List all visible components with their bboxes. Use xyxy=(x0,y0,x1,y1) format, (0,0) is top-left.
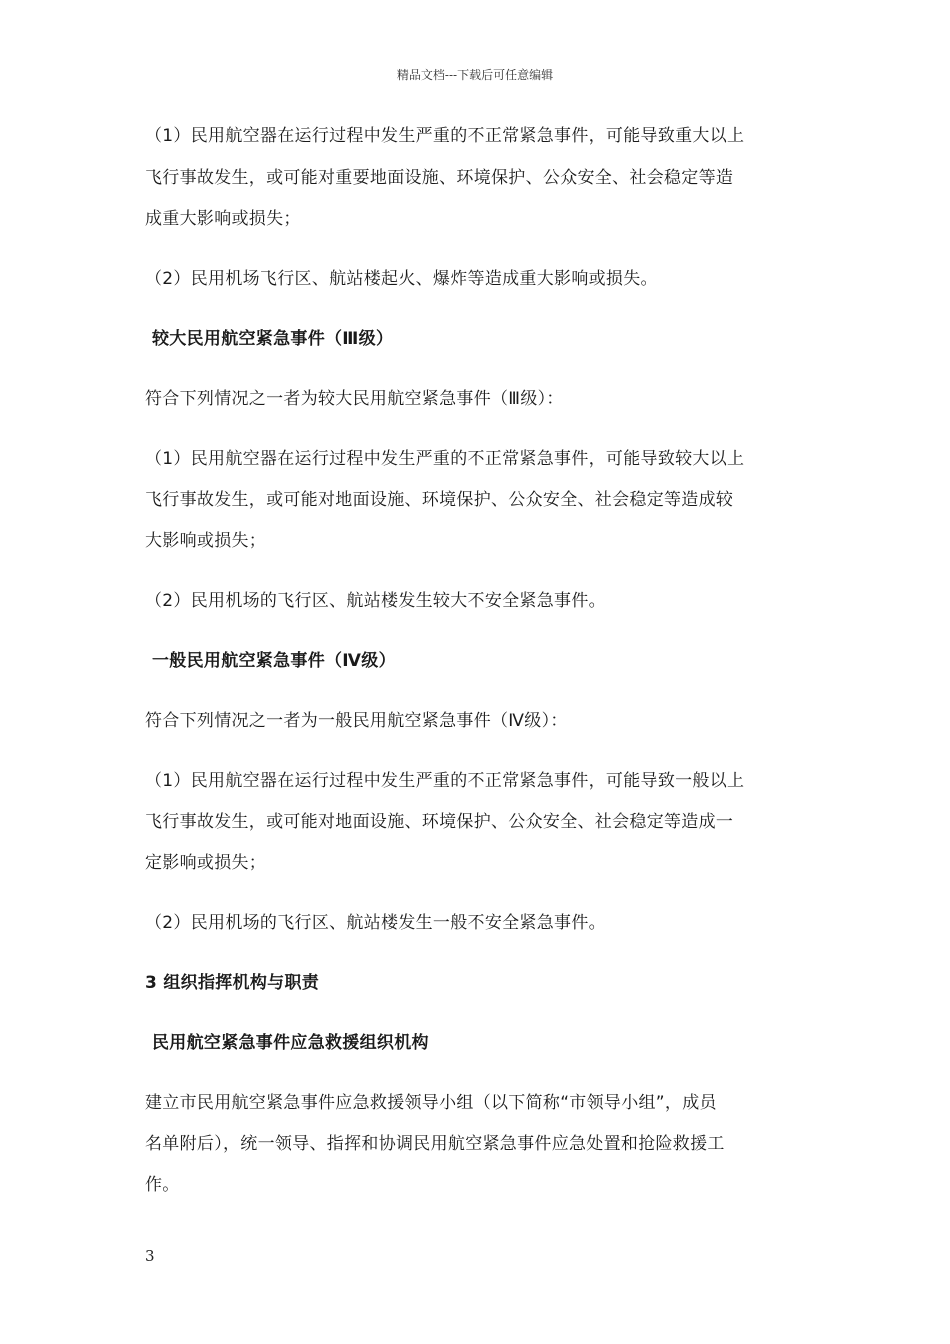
text-line: 飞行事故发生，或可能对重要地面设施、环境保护、公众安全、社会稳定等造 xyxy=(145,168,734,188)
page-header: 精品文档---下载后可任意编辑 xyxy=(396,68,554,82)
text-line: （2）民用机场的飞行区、航站楼发生较大不安全紧急事件。 xyxy=(145,591,606,611)
text-line: 定影响或损失； xyxy=(145,853,267,873)
text-line: 成重大影响或损失； xyxy=(145,209,301,229)
text-line: （1）民用航空器在运行过程中发生严重的不正常紧急事件，可能导致较大以上 xyxy=(145,449,745,469)
text-line: 飞行事故发生，或可能对地面设施、环境保护、公众安全、社会稳定等造成一 xyxy=(145,812,734,832)
text-line: 大影响或损失； xyxy=(145,531,267,551)
section-heading: 较大民用航空紧急事件（Ⅲ级） xyxy=(152,329,394,349)
text-line: 符合下列情况之一者为较大民用航空紧急事件（Ⅲ级）： xyxy=(145,389,564,409)
page-number: 3 xyxy=(145,1247,155,1265)
text-line: （2）民用机场飞行区、航站楼起火、爆炸等造成重大影响或损失。 xyxy=(145,269,658,289)
section-heading: 一般民用航空紧急事件（Ⅳ级） xyxy=(152,651,396,671)
section-heading: 民用航空紧急事件应急救援组织机构 xyxy=(152,1033,429,1053)
text-line: 建立市民用航空紧急事件应急救援领导小组（以下简称“市领导小组”，成员 xyxy=(145,1093,717,1113)
text-line: 符合下列情况之一者为一般民用航空紧急事件（Ⅳ级）： xyxy=(145,711,568,731)
text-line: 作。 xyxy=(145,1175,180,1195)
text-line: 飞行事故发生，或可能对地面设施、环境保护、公众安全、社会稳定等造成较 xyxy=(145,490,734,510)
text-line: （2）民用机场的飞行区、航站楼发生一般不安全紧急事件。 xyxy=(145,913,606,933)
chapter-heading: 3 组织指挥机构与职责 xyxy=(145,973,320,993)
text-line: （1）民用航空器在运行过程中发生严重的不正常紧急事件，可能导致一般以上 xyxy=(145,771,745,791)
text-line: 名单附后），统一领导、指挥和协调民用航空紧急事件应急处置和抢险救援工 xyxy=(145,1134,725,1154)
text-line: （1）民用航空器在运行过程中发生严重的不正常紧急事件，可能导致重大以上 xyxy=(145,126,745,146)
